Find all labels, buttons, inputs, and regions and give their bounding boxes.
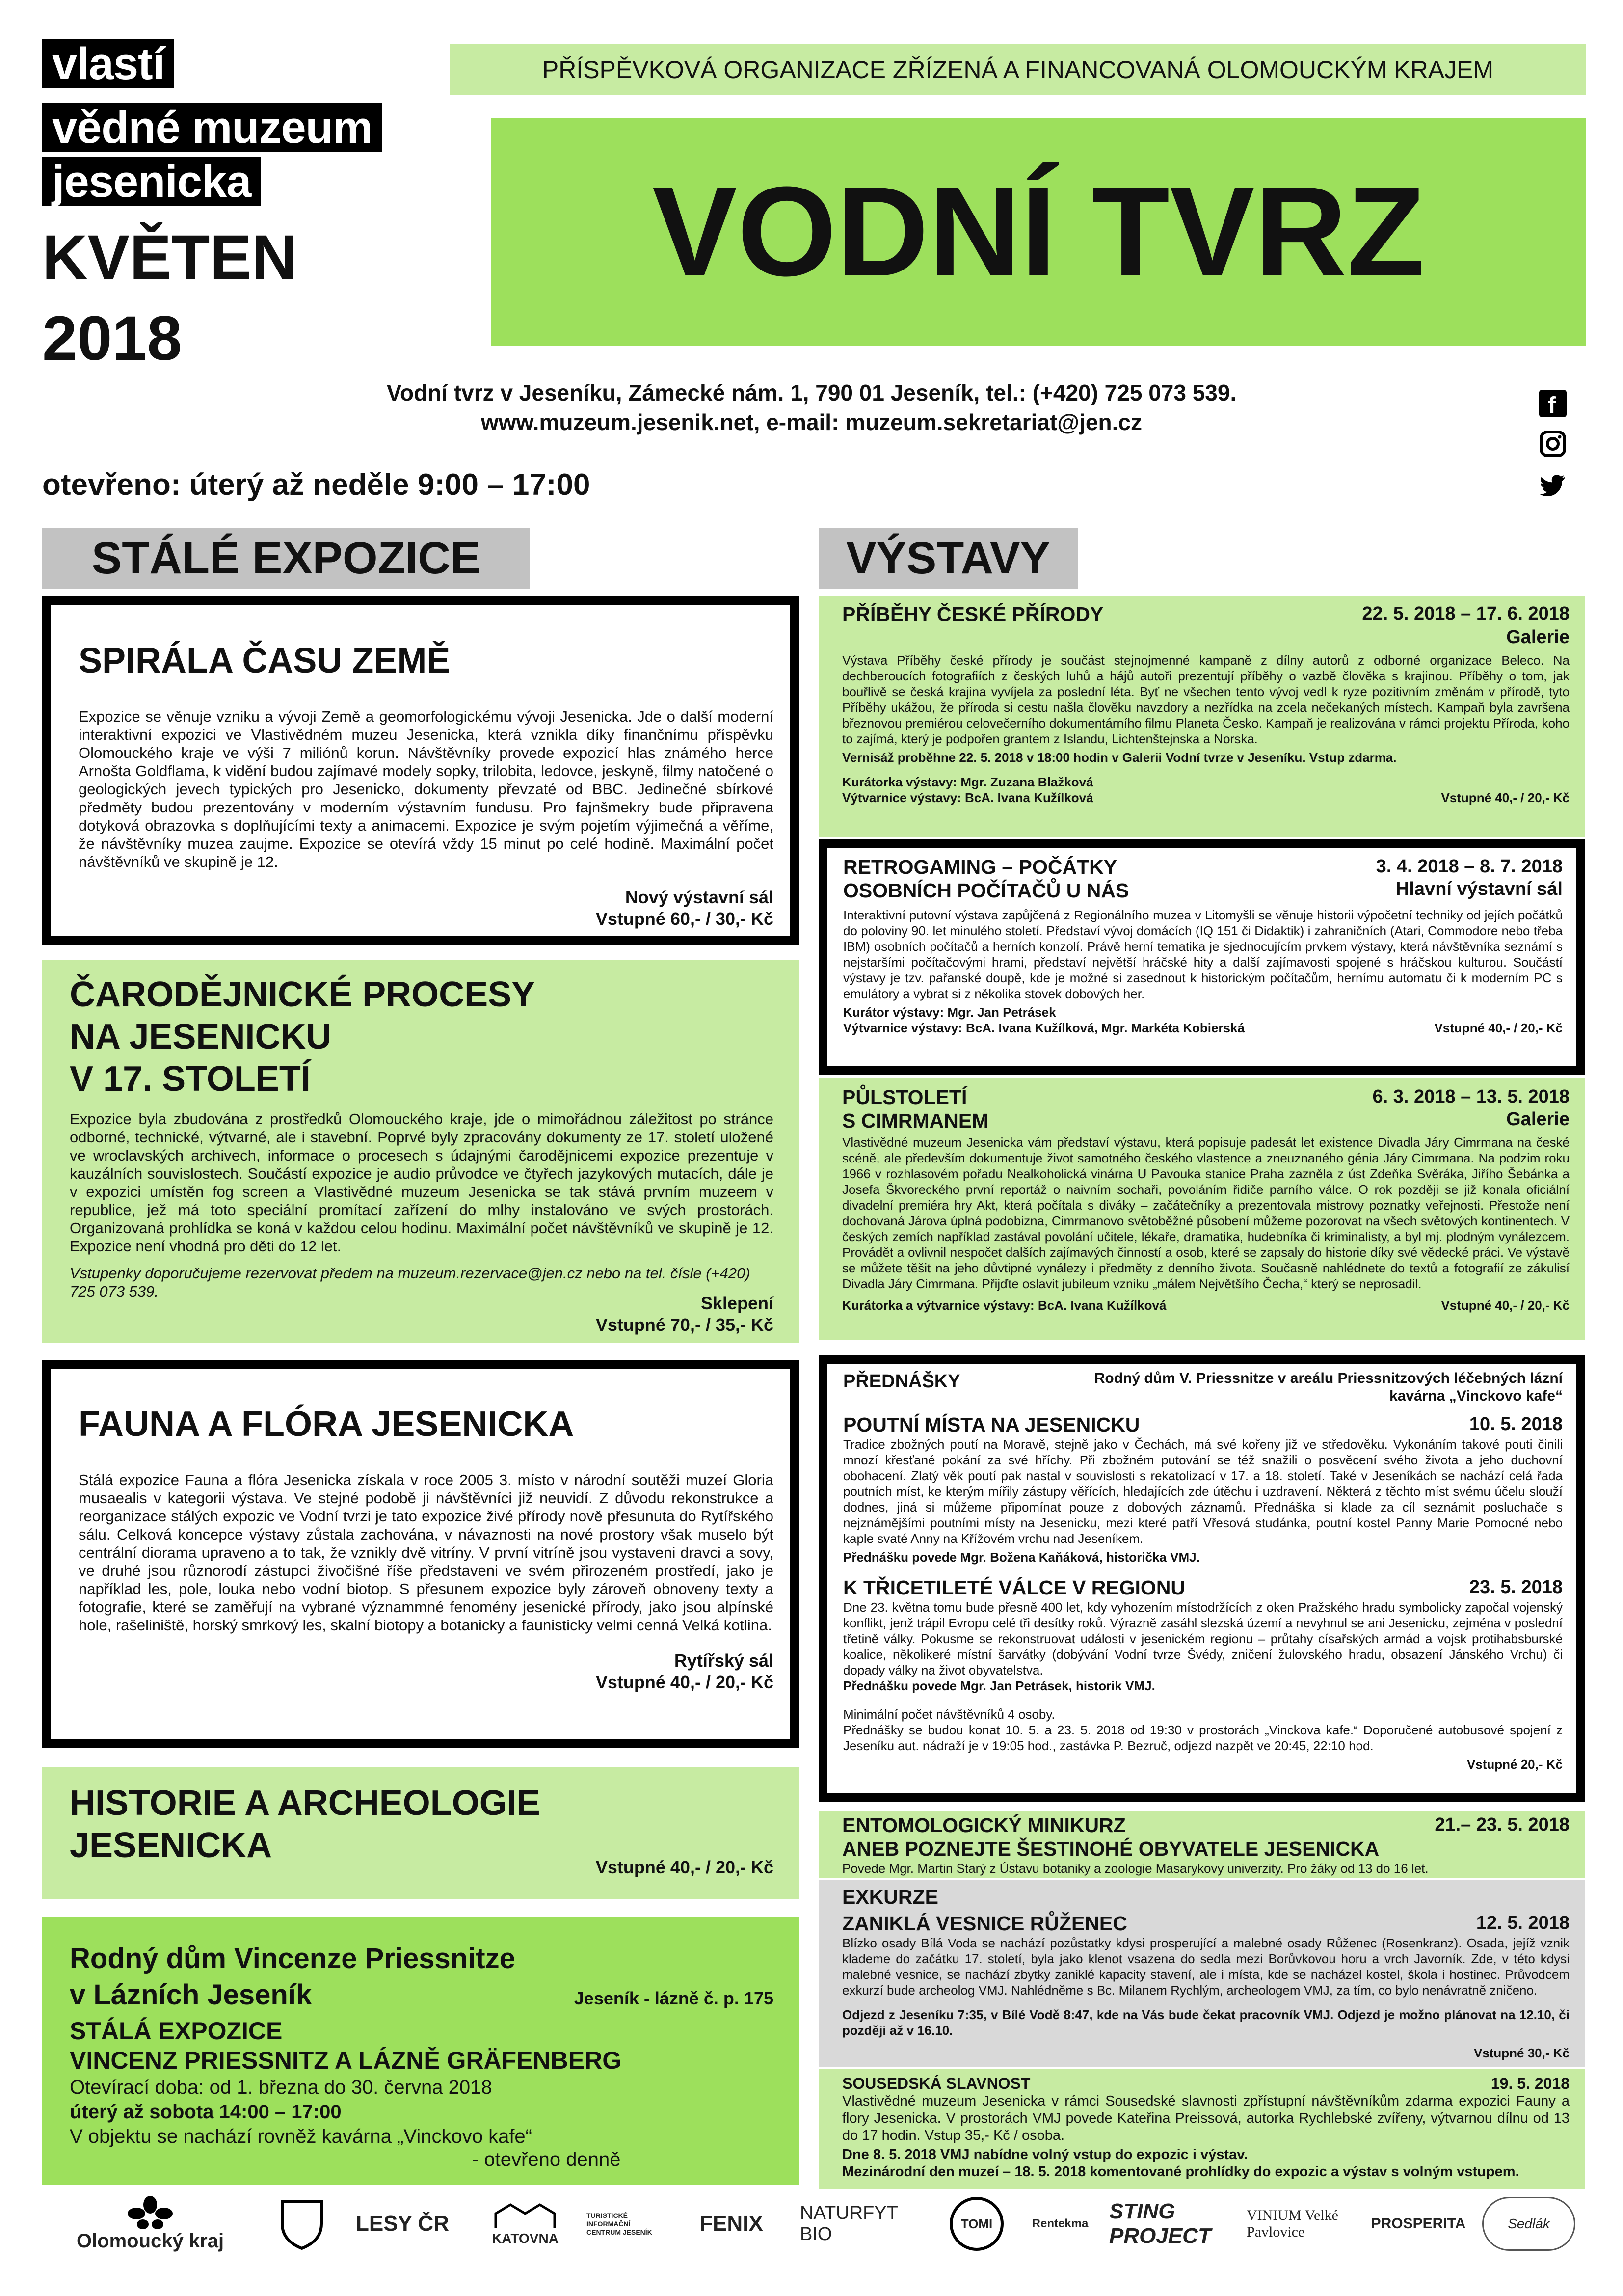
sousedska-extra-2: Mezinárodní den muzeí – 18. 5. 2018 komentované prohlídky do expozic a výstav s volným vstupem. <box>842 2164 1519 2180</box>
month: KVĚTEN <box>42 222 297 293</box>
spirala-price: Vstupné 60,- / 30,- Kč <box>595 909 773 929</box>
entomo-text: Povede Mgr. Martin Starý z Ústavu botaniky a zoologie Masarykovy univerzity. Pro žáky od 13 do 16 let. <box>842 1861 1429 1876</box>
carodej-panel <box>42 960 799 1343</box>
retro-title-2: OSOBNÍCH POČÍTAČŮ U NÁS <box>843 879 1129 902</box>
instagram-icon[interactable] <box>1539 430 1567 458</box>
sponsor-stit <box>275 2194 329 2253</box>
retro-panel <box>819 839 1585 1075</box>
spirala-place: Nový výstavní sál <box>625 887 773 907</box>
entomo-panel <box>819 1811 1585 1878</box>
carodej-note: Vstupenky doporučujeme rezervovat předem na muzeum.rezervace@jen.cz nebo na tel. čísle (+420) 725 073 539. <box>70 1265 750 1300</box>
facebook-icon[interactable] <box>1539 390 1567 417</box>
museum-logo-line-2: vědné muzeum <box>42 103 382 152</box>
entomo-title-2: ANEB POZNEJTE ŠESTINOHÉ OBYVATELE JESENICKA <box>842 1837 1380 1860</box>
right-heading: VÝSTAVY <box>819 528 1078 589</box>
carodej-title-3: V 17. STOLETÍ <box>70 1059 311 1099</box>
priessnitz-opening: Otevírací doba: od 1. března do 30. června 2018 <box>70 2077 492 2098</box>
opening-hours: otevřeno: úterý až neděle 9:00 – 17:00 <box>42 468 590 502</box>
pulstoleti-place: Galerie <box>1506 1109 1570 1130</box>
priessnitz-cafe-2: - otevřeno denně <box>472 2149 621 2170</box>
lecture-2-date: 23. 5. 2018 <box>1469 1577 1563 1597</box>
sponsor-katovna <box>476 2194 574 2253</box>
lecture-2-text: Dne 23. května tomu bude přesně 400 let, kdy vyhozením místodržících z oken Pražského hradu symbolicky započal vojenský konflikt, jenž trápil Evropu celé tři desítky roků. Výrazně zasáhl slezská území a nevyhnul se ani Jesenicku, zejména v poslední třetině války. Pokusme se rekonstruovat události v jesenickém regionu – průtahy císařských armád a vojsk protihabsburské koalice, několikeré místní šarvátky (dobývání Vodní tvrze Švédy, zničení žulovského hradu, obsazení Jánského Vrchu) či dopady války na život obyvatelstva. <box>843 1600 1563 1677</box>
prednasky-venue-1: Rodný dům V. Priessnitze v areálu Priessnitzových léčebných lázní <box>1094 1370 1563 1386</box>
sponsor-olomoucky-kraj <box>42 2194 258 2253</box>
sponsor-naturfyt: NATURFYT BIO <box>800 2203 898 2244</box>
tomi-badge: TOMI <box>950 2197 1004 2251</box>
prednasky-note-1: Minimální počet návštěvníků 4 osoby. <box>843 1707 1055 1722</box>
prednasky-venue-2: kavárna „Vinckovo kafe“ <box>1389 1388 1563 1404</box>
prednasky-heading: PŘEDNÁŠKY <box>843 1371 960 1392</box>
pribehy-text: Výstava Příběhy české přírody je součást stejnojmenné kampaně z dílny autorů z odborné organizace Beleco. Na dechberoucích fotografiích z českých luhů a hájů autoři prezentují příběhy o vazbě člověka s krajinou. Příběhy o tom, jak bouřlivě se česká krajina vyvíjela za poslední léta. Byť ne všechen tento vývoj vedl k ryze pozitivním změnám v přírodě, tyto Příběhy ukážou, že příroda si cestu našla člověku navzdory a nezřídka na zcela nečekaných místech. Kampaň byla završena březnovou premiérou celovečerního dokumentárního filmu Planeta Česko. Kampaň je realizována v rámci projektu Příroda, koho to zajímá, který je podpořen grantem z Islandu, Lichtenštejnska a Norska. <box>842 653 1570 746</box>
pulstoleti-price: Vstupné 40,- / 20,- Kč <box>1441 1298 1570 1313</box>
exkurze-panel <box>819 1880 1585 2067</box>
sponsor-sedlak-label: Sedlák <box>1482 2197 1575 2251</box>
sponsor-vinium: VINIUM Velké Pavlovice <box>1247 2207 1338 2240</box>
lecture-1-text: Tradice zbožných poutí na Moravě, stejně jako v Čechách, má své kořeny již ve středověku. Vykonáním takové pouti činili mnozí křesťané pokání za své hříchy. Při zbožném putování se též snažili o posvěcení svého života a jeho duchovní obohacení. Zlatý věk poutí pak nastal v souvislosti s rekatolizací v 17. a 18. století. Také v Jeseníkách se nachází celá řada poutních míst, ke kterým mířily zástupy věřících, hledajících zde útěchu i uzdravení. Některá z těchto míst svému účelu slouží dodnes, jiná si můžeme připomínat pouze z dobových záznamů. Přednáška si klade za cíl seznámit posluchače s nejznámějšími poutními místy na Jesenicku, mezi které patří Vřesová studánka, poutní kostel Panny Marie Pomocné nebo kaple svaté Anny na Křížovém vrchu nad Jeseníkem. <box>843 1437 1563 1546</box>
priessnitz-sub-2: VINCENZ PRIESSNITZ A LÁZNĚ GRÄFENBERG <box>70 2047 622 2074</box>
pulstoleti-title-2: S CIMRMANEM <box>842 1109 989 1132</box>
priessnitz-title-1: Rodný dům Vincenze Priessnitze <box>70 1943 515 1974</box>
sponsor-sedlak <box>1477 2194 1580 2253</box>
carodej-text: Expozice byla zbudována z prostředků Olomouckého kraje, jde o mimořádnou záležitost po stránce odborné, technické, výtvarné, ale i stavební. Poprvé byly zpracovány dokumenty ze 17. století uložené ve wroclavských archivech, informace o procesech s údajnými čarodějnicemi expozice prezentuje v kauzálních souvislostech. Součástí expozice je audio průvodce ve čtyřech jazykových mutacích, dále je v expozici umístěn fog screen a Vlastivědné muzeum Jesenicka se tak stává prvním muzeem v republice, jež má toto speciální promítací zařízení do mlhy instalováno ve svých prostorách. Organizovaná prohlídka se koná v každou celou hodinu. Maximální počet návštěvníků ve skupině je 12. Expozice není vhodná pro děti do 12 let. <box>70 1110 773 1255</box>
prednasky-panel <box>819 1355 1585 1802</box>
sousedska-date: 19. 5. 2018 <box>1490 2075 1570 2092</box>
lecture-1-speaker: Přednášku povede Mgr. Božena Kaňáková, historička VMJ. <box>843 1550 1200 1565</box>
sousedska-extra-1: Dne 8. 5. 2018 VMJ nabídne volný vstup do expozic i výstav. <box>842 2147 1248 2162</box>
exkurze-date: 12. 5. 2018 <box>1476 1913 1570 1933</box>
exkurze-heading: EXKURZE <box>842 1886 938 1908</box>
shield-icon <box>277 2197 326 2251</box>
historie-panel <box>42 1767 799 1899</box>
retro-date: 3. 4. 2018 – 8. 7. 2018 <box>1376 856 1563 877</box>
pribehy-date: 22. 5. 2018 – 17. 6. 2018 <box>1362 603 1570 624</box>
fauna-text: Stálá expozice Fauna a flóra Jesenicka získala v roce 2005 3. místo v národní soutěži muzeí Gloria musaealis v kategorii výstava. Ve stejné podobě ji návštěvníci již neuvidí. Z důvodu rekonstrukce a reorganizace stálých expozic ve Vodní tvrzi je tato expozice živé přírody nově přesunuta do Rytířského sálu. Celková koncepce výstavy zůstala zachována, v návaznosti na nové prostory však muselo být centrální diorama upraveno a to tak, že vznikly dvě vitríny. V první vitríně jsou vystaveni dravci a sovy, ve druhé jsou různorodí zástupci živočišné říše představeni ve svém přirozeném prostředí, jako je například les, pole, louka nebo vodní biotop. S přesunem expozice byly zároveň obnoveny texty a fotografie, které se zaměřují na vybrané význammné fenomény jesenické přírody, jako jsou alpínské hole, rašeliniště, horský smrkový les, skalní biotopy a botanicky a faunisticky velmi cenná Velká kotlina. <box>79 1471 773 1634</box>
fauna-price: Vstupné 40,- / 20,- Kč <box>595 1672 773 1692</box>
pulstoleti-text: Vlastivědné muzeum Jesenicka vám představí výstavu, která popisuje padesát let existence Divadla Járy Cimrmana na české scéně, ale především dokumentuje život samotného českého vlastence a zneuznaného génia Járy Cimrmana. Na podzim roku 1966 v rozhlasovém pořadu Nealkoholická vinárna U Pavouka stanice Praha zazněla z úst Zdeňka Svěráka, Jiřího Šebánka a Josefa Škvoreckého první reportáž o naivním sochaři, povoláním řidiče parního válce. O rok později se již konala oficiální divadelní premiéra hry Akt, která počítala s diváky – začátečníky a prezentovala mistrovy poznatky veřejnosti. Přestože není dochovaná Járova úplná podobizna, Cimrmanovo světoběžné působení můžeme pozorovat na všech světových kontinentech. V českých zemích například zastával povolání učitele, lékaře, dramatika, hudebníka či kriminalisty, a byl mj. plodným vynálezcem. Provádět a ovlivnil nespočet dalších zajímavých činností a osob, které se zapsaly do historie díky své vědecké práci. Ve výstavě se můžete těšit na jeho důvtipné vynálezy i předměty z denního života. Současně nahlédnete do textů a fotografií ze zákulisí Divadla Járy Cimrmana. Přijďte oslavit jubileum vzniku „málem Největšího Čecha,“ který se neprosadil. <box>842 1135 1570 1291</box>
museum-logo-line-3: jesenicka <box>42 157 261 206</box>
exkurze-price: Vstupné 30,- Kč <box>1473 2046 1570 2060</box>
sousedska-panel <box>819 2069 1585 2189</box>
sponsor-olomoucky-kraj-label: Olomoucký kraj <box>76 2230 224 2252</box>
sponsor-tomi <box>945 2194 1009 2253</box>
historie-price: Vstupné 40,- / 20,- Kč <box>595 1857 773 1877</box>
lecture-2-title: K TŘICETILETÉ VÁLCE V REGIONU <box>843 1576 1186 1599</box>
sponsor-fenix: FENIX <box>699 2212 763 2236</box>
sponsor-prosperita: PROSPERITA <box>1371 2215 1466 2232</box>
pulstoleti-date: 6. 3. 2018 – 13. 5. 2018 <box>1372 1086 1570 1107</box>
priessnitz-address: Jeseník - lázně č. p. 175 <box>574 1988 773 2008</box>
carodej-place: Sklepení <box>700 1293 773 1313</box>
fauna-panel <box>42 1360 799 1748</box>
pribehy-panel <box>819 596 1585 837</box>
pulstoleti-title-1: PŮLSTOLETÍ <box>842 1086 967 1108</box>
spirala-text: Expozice se věnuje vzniku a vývoji Země a geomorfologickému vývoji Jesenicka. Jde o další moderní interaktivní expozici ve Vlastivědném muzeu Jesenicka, která vznikla díky finančnímu příspěvku Olomouckého kraje ve výši 7 miliónů korun. Návštěvníky provede expozicí hlas známého herce Arnošta Goldflama, k vidění budou zajímavé modely sopky, trilobita, ledovce, jeskyně, filmy natočené o geologických jevech typických pro Jesenicko, dokumenty převzaté od BBC. Jedinečné sbírkové předměty budou prezentovány v moderním výstavním fundusu. Pro fajnšmekry bude připravena dotyková obrazovka s doplňujícími texty a animacemi. Expozice je svým pojetím výjimečná a věříme, že návštěvníky muzea zaujme. Expozice se otevírá vždy 15 minut po celé hodině. Maximální počet návštěvníků ve skupině je 12. <box>79 708 773 870</box>
spirala-title: SPIRÁLA ČASU ZEMĚ <box>79 641 451 680</box>
sponsor-katovna-label: KATOVNA <box>492 2231 559 2246</box>
priessnitz-panel <box>42 1917 799 2185</box>
retro-curator: Kurátor výstavy: Mgr. Jan Petrásek <box>843 1005 1056 1020</box>
priessnitz-title-2: v Lázních Jeseník <box>70 1979 312 2011</box>
pulstoleti-credits: Kurátorka a výtvarnice výstavy: BcA. Ivana Kužílková <box>842 1298 1167 1313</box>
carodej-price: Vstupné 70,- / 35,- Kč <box>595 1315 773 1335</box>
entomo-title-1: ENTOMOLOGICKÝ MINIKURZ <box>842 1814 1126 1837</box>
prednasky-price: Vstupné 20,- Kč <box>1466 1757 1563 1772</box>
sousedska-text: Vlastivědné muzeum Jesenicka v rámci Sousedské slavnosti zpřístupní návštěvníkům zdarma expozici Fauny a flory Jesenicka. V prostorách VMJ povede Kateřina Preissová, autorka Rychlebské zvířeny, výtvarnou dílnu od 13 do 17 hodin. Vstup 35,- Kč / osoba. <box>842 2093 1570 2143</box>
sponsor-rentekma: Rentekma <box>1032 2217 1089 2230</box>
museum-logo-line-1: vlastí <box>42 39 174 88</box>
lecture-2-speaker: Přednášku povede Mgr. Jan Petrásek, historik VMJ. <box>843 1678 1155 1693</box>
priessnitz-sub-1: STÁLÁ EXPOZICE <box>70 2017 283 2045</box>
olomoucky-kraj-flower-icon <box>121 2196 180 2230</box>
banner-title: VODNÍ TVRZ <box>491 118 1586 346</box>
pribehy-title: PŘÍBĚHY ČESKÉ PŘÍRODY <box>842 603 1104 625</box>
sponsor-tic-jesenik: TURISTICKÉ INFORMAČNÍ CENTRUM JESENÍK <box>586 2211 652 2236</box>
retro-text: Interaktivní putovní výstava zapůjčená z Regionálního muzea v Litomyšli se věnuje historii výpočetní techniky od jejích počátků do poloviny 90. let minulého století. Představí vývoj domácích (IQ 151 či Didaktik) i zahraničních (Atari, Commodore nebo třeba IBM) osobních počítačů a herních konzolí. Právě herní tematika je sjednocujícím prvkem výstavy, která návštěvníka seznámí s nejstaršími počítačovými hrami, představí největší hráčské hity a další zajímavosti spojené s hráčskou kulturou. Součástí výstavy je tzv. pařanské doupě, kde je možné si zasednout k historickým počítačům, hernímu automatu či k moderním PC s emulátory a vybrat si z několika stovek dobových her. <box>843 908 1563 1001</box>
entomo-date: 21.– 23. 5. 2018 <box>1435 1814 1570 1835</box>
exkurze-title: ZANIKLÁ VESNICE RŮŽENEC <box>842 1912 1127 1935</box>
pulstoleti-panel <box>819 1078 1585 1340</box>
historie-title-2: JESENICKA <box>70 1826 272 1865</box>
fauna-title: FAUNA A FLÓRA JESENICKA <box>79 1405 574 1444</box>
sponsor-lesy-cr: LESY ČR <box>356 2212 449 2236</box>
pribehy-place: Galerie <box>1506 627 1570 648</box>
exkurze-text: Blízko osady Bílá Voda se nachází pozůstatky kdysi prosperující a malebné osady Růženec (Rosenkranz). Osada, jejíž vznik klademe do začátku 17. století, byla jako klenot vsazena do sedla mezi Borůvkovou horu a vrch Javorník. Zde, v této kdysi malebné vesnice, se nachází zbytky zaniklé kapacity stavení, ale i místa, kde se nacházel kostel, škola i hostinec. Průvodcem exkurzí bude archeolog VMJ. Nahlédněme s Bc. Milanem Rychlým, archeologem VMJ, za tím, co bylo nenávratně zničeno. <box>842 1936 1570 1998</box>
spirala-panel <box>42 596 799 945</box>
carodej-title-2: NA JESENICKU <box>70 1017 332 1056</box>
twitter-icon[interactable] <box>1539 471 1567 499</box>
svg-text:f: f <box>1548 393 1556 417</box>
left-heading: STÁLÉ EXPOZICE <box>42 528 530 589</box>
katovna-building-icon <box>491 2201 559 2231</box>
web-line: www.muzeum.jesenik.net, e-mail: muzeum.sekretariat@jen.cz <box>481 409 1142 435</box>
pribehy-vernisaz: Vernisáž proběhne 22. 5. 2018 v 18:00 hodin v Galerii Vodní tvrze v Jeseníku. Vstup zdarma. <box>842 750 1397 765</box>
retro-place: Hlavní výstavní sál <box>1395 879 1563 899</box>
priessnitz-hours: úterý až sobota 14:00 – 17:00 <box>70 2101 342 2123</box>
pribehy-curator: Kurátorka výstavy: Mgr. Zuzana Blažková <box>842 775 1093 789</box>
retro-artist: Výtvarnice výstavy: BcA. Ivana Kužílková, Mgr. Markéta Kobierská <box>843 1021 1245 1035</box>
pribehy-artist: Výtvarnice výstavy: BcA. Ivana Kužílková <box>842 790 1093 805</box>
year: 2018 <box>42 303 182 374</box>
retro-price: Vstupné 40,- / 20,- Kč <box>1434 1021 1563 1035</box>
banner-top: PŘÍSPĚVKOVÁ ORGANIZACE ZŘÍZENÁ A FINANCOVANÁ OLOMOUCKÝM KRAJEM <box>450 44 1586 95</box>
exkurze-travel: Odjezd z Jeseníku 7:35, v Bílé Vodě 8:47, kde na Vás bude čekat pracovník VMJ. Odjezd je možno plánovat na 12.10, či později až v 16.10. <box>842 2007 1570 2038</box>
prednasky-note-2: Přednášky se budou konat 10. 5. a 23. 5. 2018 od 19:30 v prostorách „Vinckova kafe.“ Doporučené autobusové spojení z Jeseníku aut. nádraží je v 19:05 hod., zastávka P. Bezruč, odjezd nazpět ve 20:45, 22:10 hod. <box>843 1723 1563 1753</box>
historie-title-1: HISTORIE A ARCHEOLOGIE <box>70 1783 540 1823</box>
fauna-place: Rytířský sál <box>674 1650 773 1671</box>
sponsor-sting: STING PROJECT <box>1109 2199 1211 2248</box>
retro-title-1: RETROGAMING – POČÁTKY <box>843 856 1117 878</box>
priessnitz-cafe: V objektu se nachází rovněž kavárna „Vinckovo kafe“ <box>70 2126 532 2147</box>
sousedska-title: SOUSEDSKÁ SLAVNOST <box>842 2075 1031 2092</box>
lecture-1-date: 10. 5. 2018 <box>1469 1414 1563 1434</box>
lecture-1-title: POUTNÍ MÍSTA NA JESENICKU <box>843 1413 1140 1436</box>
pribehy-price: Vstupné 40,- / 20,- Kč <box>1441 790 1570 805</box>
carodej-title-1: ČARODĚJNICKÉ PROCESY <box>70 975 535 1014</box>
address-line: Vodní tvrz v Jeseníku, Zámecké nám. 1, 790 01 Jeseník, tel.: (+420) 725 073 539. <box>386 380 1237 405</box>
